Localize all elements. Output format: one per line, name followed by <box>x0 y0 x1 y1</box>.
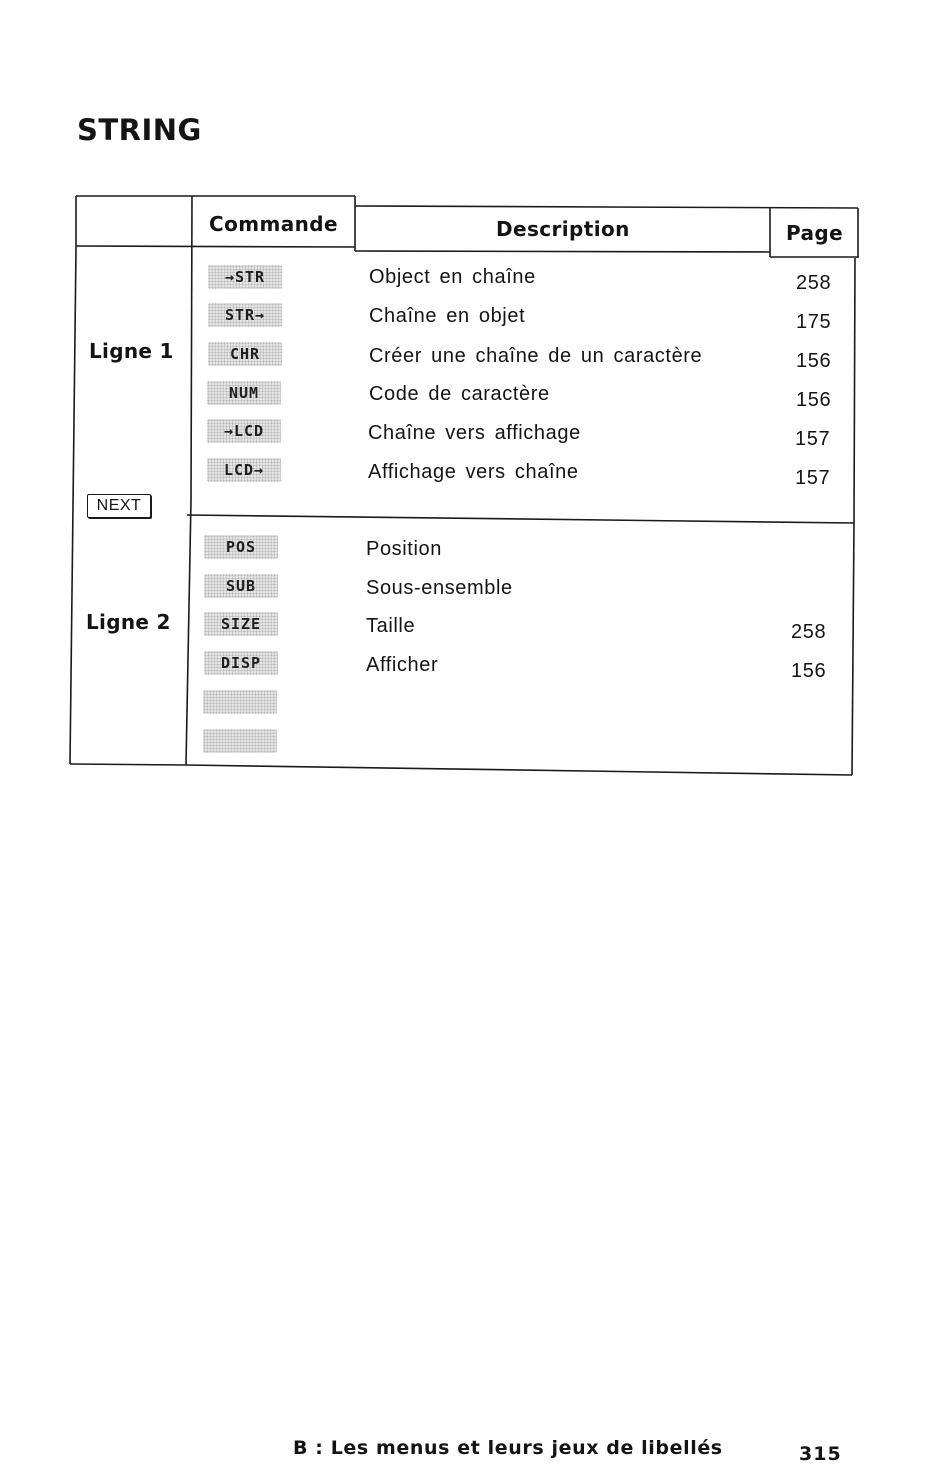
page-to-str: 258 <box>796 272 832 294</box>
description-to-lcd: Chaîne vers affichage <box>368 422 581 444</box>
softkey-blank-5[interactable] <box>203 690 277 714</box>
description-disp: Afficher <box>366 654 439 676</box>
description-to-str: Object en chaîne <box>369 266 536 288</box>
header-page: Page <box>786 221 844 245</box>
softkey-num[interactable]: NUM <box>207 381 281 405</box>
softkey-to-lcd[interactable]: →LCD <box>207 419 281 443</box>
softkey-pos[interactable]: POS <box>204 535 278 559</box>
softkey-str-to[interactable]: STR→ <box>208 303 282 327</box>
description-chr: Créer une chaîne de un caractère <box>369 345 703 367</box>
page-disp: 156 <box>791 660 827 682</box>
next-key-button[interactable]: NEXT <box>87 494 151 518</box>
softkey-chr[interactable]: CHR <box>208 342 282 366</box>
row-label-line1: Ligne 1 <box>89 339 174 363</box>
softkey-size[interactable]: SIZE <box>204 612 278 636</box>
header-command: Commande <box>209 212 338 236</box>
description-lcd-to: Affichage vers chaîne <box>368 461 579 483</box>
softkey-to-str[interactable]: →STR <box>208 265 282 289</box>
page-num: 156 <box>796 389 832 411</box>
description-num: Code de caractère <box>369 383 550 405</box>
page-chr: 156 <box>796 350 832 372</box>
description-pos: Position <box>366 538 442 560</box>
page-str-to: 175 <box>796 311 832 333</box>
softkey-blank-6[interactable] <box>203 729 277 753</box>
softkey-lcd-to[interactable]: LCD→ <box>207 458 281 482</box>
softkey-sub[interactable]: SUB <box>204 574 278 598</box>
page-size: 258 <box>791 621 827 643</box>
description-size: Taille <box>366 615 416 637</box>
softkey-disp[interactable]: DISP <box>204 651 278 675</box>
page-title: STRING <box>77 113 202 147</box>
description-str-to: Chaîne en objet <box>369 305 526 327</box>
footer-page-number: 315 <box>799 1443 842 1465</box>
header-description: Description <box>496 217 630 241</box>
page-to-lcd: 157 <box>795 428 831 450</box>
footer-chapter-title: B : Les menus et leurs jeux de libellés <box>293 1437 723 1459</box>
page-lcd-to: 157 <box>795 467 831 489</box>
description-sub: Sous-ensemble <box>366 577 513 599</box>
row-label-line2: Ligne 2 <box>86 610 171 634</box>
